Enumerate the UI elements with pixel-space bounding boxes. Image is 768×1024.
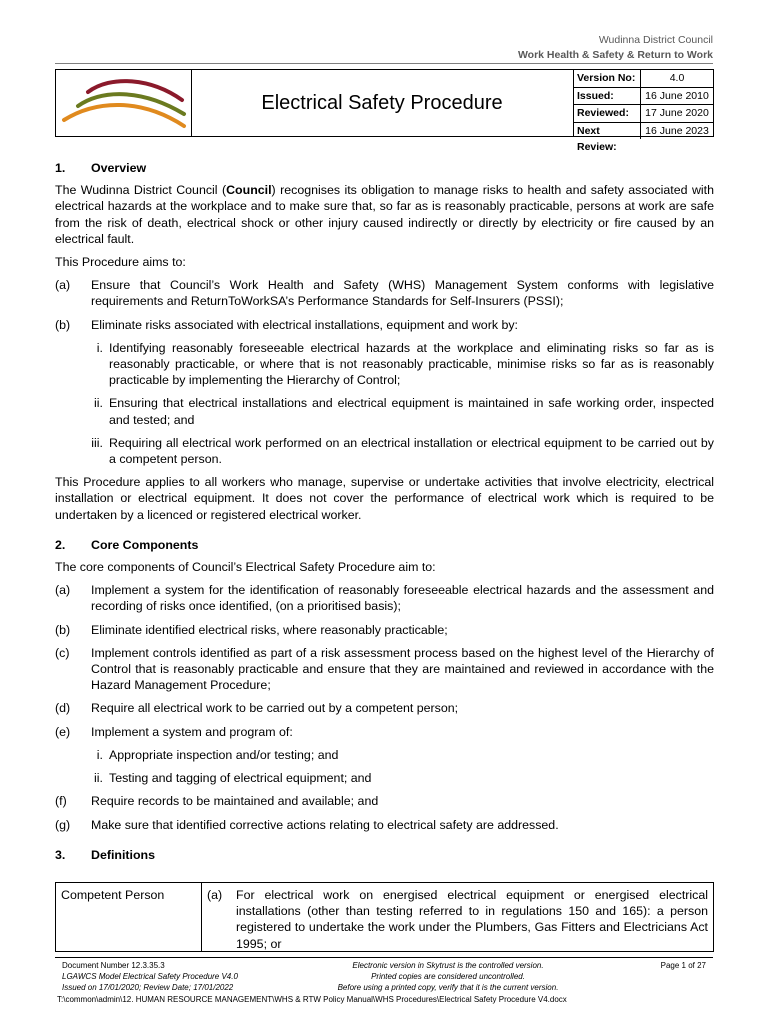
definition-body (202, 883, 713, 952)
issued-label: Issued: (573, 88, 641, 105)
organisation-name: Wudinna District Council (598, 34, 713, 46)
list-text: Appropriate inspection and/or testing; and (109, 747, 339, 762)
issue-dates: Issued on 17/01/2020; Review Date; 17/01/2022 (62, 983, 234, 992)
section-title: Definitions (91, 847, 156, 862)
overview-paragraph (55, 182, 714, 247)
list-text: Make sure that identified corrective actions relating to electrical safety are addressed. (91, 817, 559, 832)
issued-row (573, 88, 713, 106)
next-review-row (573, 123, 713, 153)
list-item (55, 277, 714, 309)
core-intro-paragraph: The core components of Council’s Electrical Safety Procedure aim to: (55, 560, 436, 575)
reviewed-row (573, 105, 713, 123)
footer-left (62, 960, 238, 993)
definition-marker: (a) (207, 888, 223, 902)
section-number: 1. (55, 161, 66, 175)
header-divider (55, 63, 713, 64)
list-marker: (b) (55, 622, 71, 637)
list-item (55, 317, 714, 333)
list-text: Requiring all electrical work performed on an electrical installation or electrical equipment to be carried out by a competent person. (109, 435, 714, 467)
issued-value: 16 June 2010 (645, 89, 709, 102)
reviewed-label: Reviewed: (573, 105, 641, 122)
list-marker: ii. (94, 396, 103, 411)
list-item (55, 582, 714, 614)
text-run: The Wudinna District Council ( (55, 183, 227, 198)
model-version: LGAWCS Model Electrical Safety Procedure V4.0 (62, 972, 238, 981)
version-table (573, 70, 713, 153)
list-item (55, 700, 714, 716)
list-text: Implement controls identified as part of a risk assessment process based on the highest level of the Hierarchy of Control that is reasonably practicable and ensure that they are maintained and reviewed in accordance with the Hazard Management Procedure; (91, 645, 714, 693)
list-marker: (e) (55, 724, 71, 739)
footer-divider (55, 957, 713, 958)
definition-text: For electrical work on energised electrical equipment or energised electrical installations (other than testing referred to in regulations 150 and 165): a person registered to undertake the work under the Plumbers, Gas Fitters and Electricians Act 1995; or (236, 888, 708, 951)
defined-term: Council (226, 183, 272, 198)
sub-list-item (55, 435, 714, 467)
section-number: 2. (55, 537, 66, 552)
sub-list-item (55, 747, 714, 763)
list-marker: (b) (55, 317, 71, 332)
list-marker: (a) (55, 583, 71, 598)
version-value: 4.0 (669, 72, 685, 84)
next-review-value: 16 June 2023 (645, 124, 709, 137)
sub-list-item (55, 395, 714, 427)
section-heading-definitions (55, 847, 714, 863)
list-text: Identifying reasonably foreseeable electrical hazards at the workplace and eliminating risks so far as is reasonably practicable, or where that is not reasonably practicable, minimise risks so far as is reasonably practicable by implementing the Hierarchy of Control; (109, 340, 714, 388)
list-text: Implement a system for the identification of reasonably foreseeable electrical hazards and the assessment and recording of risks once identified, (on a prioritised basis); (91, 583, 714, 614)
list-marker: i. (96, 340, 103, 355)
list-marker: (g) (55, 817, 71, 832)
list-item (55, 724, 714, 740)
list-text: Eliminate risks associated with electrical installations, equipment and work by: (91, 317, 518, 332)
list-text: Require all electrical work to be carried out by a competent person; (91, 701, 459, 716)
list-text: Testing and tagging of electrical equipment; and (109, 771, 372, 786)
list-marker: iii. (91, 435, 103, 450)
document-title: Electrical Safety Procedure (191, 70, 574, 136)
list-item (55, 622, 714, 638)
section-number: 3. (55, 847, 66, 862)
sub-list-item (55, 770, 714, 786)
list-item (55, 817, 714, 833)
document-number: Document Number 12.3.35.3 (62, 961, 165, 970)
list-marker: (c) (55, 645, 70, 660)
list-marker: i. (96, 747, 103, 762)
page-number: Page 1 of 27 (660, 961, 706, 970)
list-text: Ensure that Council’s Work Health and Safety (WHS) Management System conforms with legislative requirements and ReturnToWorkSA’s Performance Standards for Self-Insurers (PSSI); (91, 278, 714, 309)
section-title: Overview (91, 161, 147, 175)
list-item (55, 645, 714, 694)
list-marker: (d) (55, 701, 71, 716)
definition-term: Competent Person (56, 883, 202, 951)
logo-swoosh-icon (56, 70, 191, 136)
verify-note: Before using a printed copy, verify that it is the current version. (337, 983, 559, 992)
list-item (55, 793, 714, 809)
sub-list-item (55, 340, 714, 389)
title-block (55, 69, 714, 153)
list-marker: (a) (55, 278, 71, 293)
list-text: Eliminate identified electrical risks, where reasonably practicable; (91, 622, 448, 637)
list-text: Ensuring that electrical installations and electrical equipment is maintained in safe working order, inspected and tested; and (109, 396, 714, 427)
scope-paragraph: This Procedure applies to all workers who manage, supervise or undertake activities that involve electricity, electrical installation or electrical equipment. It does not cover the performance of electrical work which is required to be undertaken by a licenced or registered electrical worker. (55, 475, 714, 522)
version-row (573, 70, 713, 88)
council-logo (56, 70, 192, 136)
aims-paragraph: This Procedure aims to: (55, 255, 186, 270)
section-heading-core-components (55, 537, 714, 553)
department-name: Work Health & Safety & Return to Work (517, 49, 713, 61)
section-title: Core Components (91, 537, 199, 552)
section-heading-overview (55, 160, 714, 176)
list-marker: ii. (94, 771, 103, 786)
list-marker: (f) (55, 794, 67, 809)
definitions-table (55, 882, 714, 952)
footer-center (300, 960, 596, 993)
list-text: Require records to be maintained and available; and (91, 794, 379, 809)
uncontrolled-note: Printed copies are considered uncontrolled. (371, 972, 525, 981)
next-review-label: Next Review: (573, 123, 641, 140)
file-path: T:\common\admin\12. HUMAN RESOURCE MANAGEMENT\WHS & RTW Policy Manual\WHS Procedures\Electrical Safety Procedure V4.docx (57, 995, 567, 1004)
page-header (518, 33, 713, 63)
version-label: Version No: (573, 70, 641, 87)
reviewed-value: 17 June 2020 (645, 107, 709, 119)
controlled-version-note: Electronic version in Skytrust is the controlled version. (352, 961, 544, 970)
document-body (55, 160, 714, 869)
text-run: ) recognises its obligation to manage risks to health and safety associated with electrical hazards at the workplace and to make sure that, so far as is reasonably practicable, persons at work are safe from the risk of death, electrical shock or other injury caused indirectly or directly by electricity or fire caused by an electrical fault. (55, 183, 715, 246)
list-text: Implement a system and program of: (91, 724, 293, 739)
